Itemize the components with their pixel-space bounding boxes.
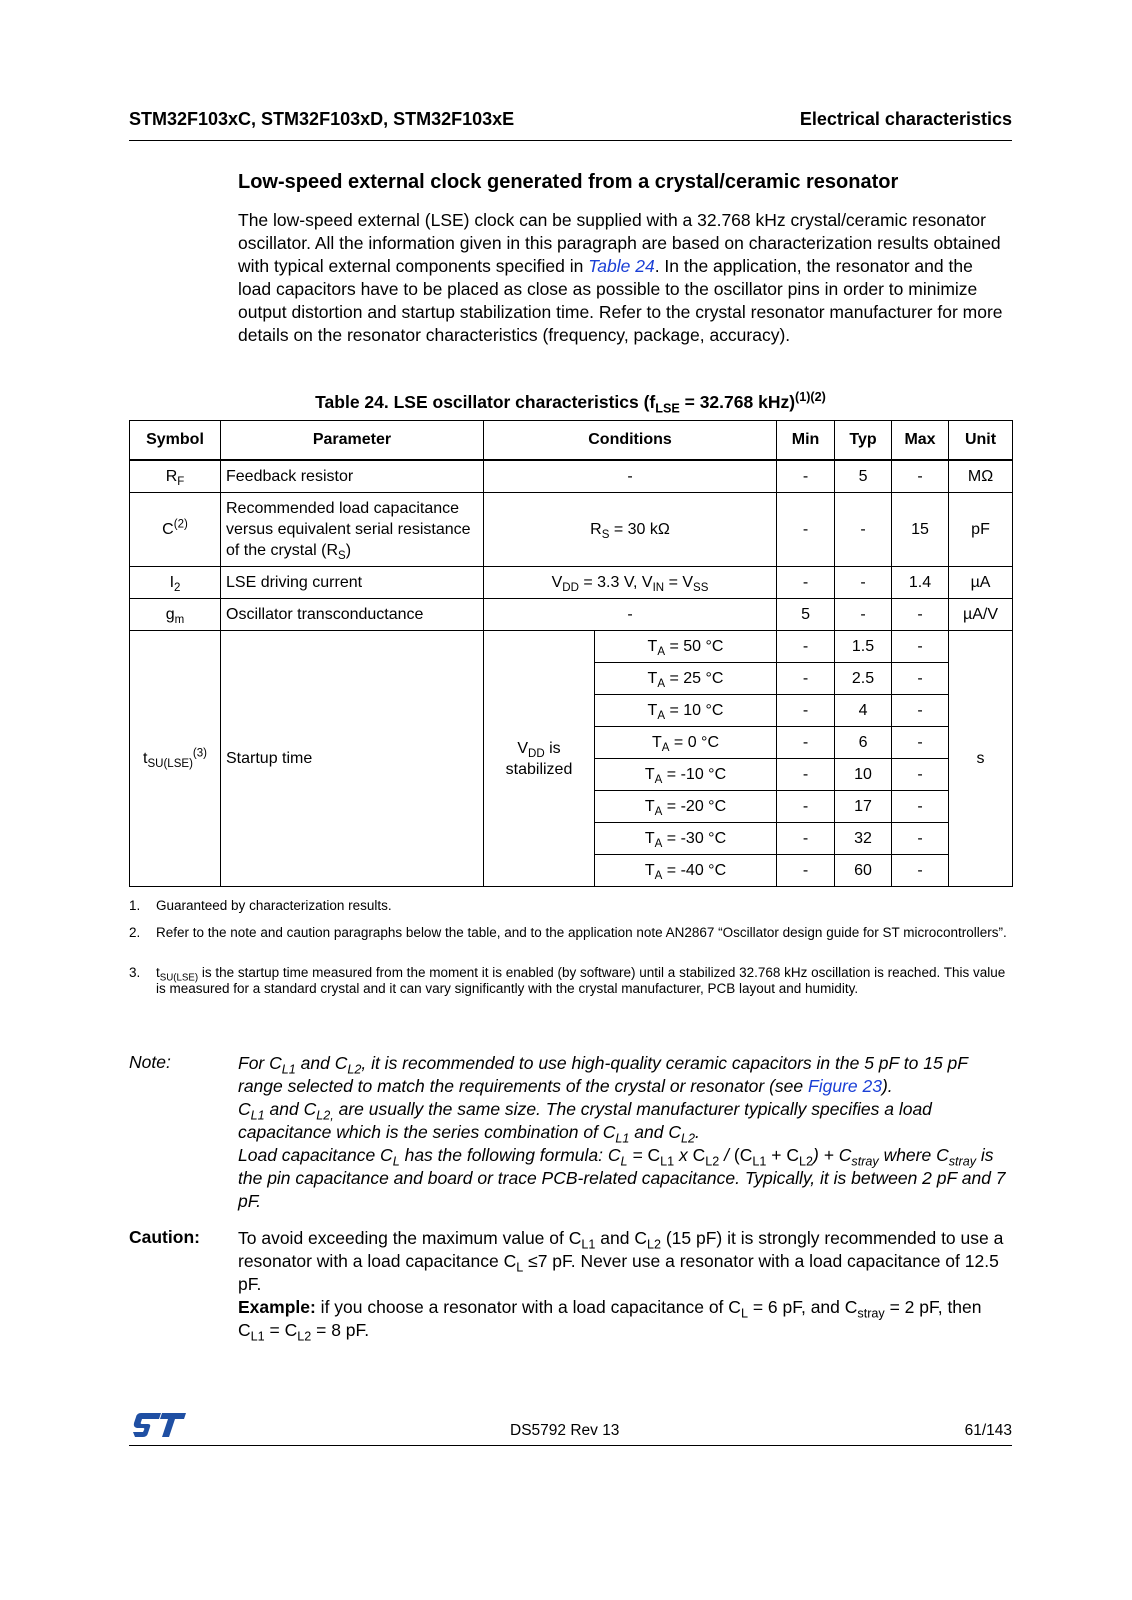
cell-typ: - [835, 493, 892, 567]
footnote-3: 3. $t_{SU(LSE)}$ is the startup time measured from the moment it is enabled (by software) until a stabilized 32.768 kHz oscillation is reached. This value is measured for a standard crystal and it can vary significantly with the crystal manufacturer, PCB layout and humidity. [129, 965, 1006, 996]
cell-temperature: $T_A = 10$ °C [595, 695, 777, 727]
cell-typ: 4 [835, 695, 892, 727]
table-row [130, 631, 1013, 663]
table-row [130, 599, 1013, 631]
cell-typ: 1.5 [835, 631, 892, 663]
cell-symbol: $C^{(2)}$ [130, 493, 221, 567]
caution-label: Caution: [129, 1227, 200, 1247]
cell-min: - [777, 695, 835, 727]
footnote-2: 2. Refer to the note and caution paragraphs below the table, and to the application note AN2867 “Oscillator design guide for ST microcontrollers”. [129, 925, 1007, 940]
cell-max: - [892, 663, 949, 695]
example-label: Example: [238, 1297, 316, 1317]
table-row [130, 493, 1013, 567]
cell-min: - [777, 663, 835, 695]
cell-unit: µA/V [949, 599, 1013, 631]
header-section-title: Electrical characteristics [799, 109, 1012, 129]
cell-min: 5 [777, 599, 835, 631]
figure-23-link[interactable]: Figure 23 [808, 1076, 882, 1096]
cell-unit: MΩ [949, 460, 1013, 493]
cell-conditions: $V_{DD} = 3.3$ V, $V_{IN} = V_{SS}$ [484, 567, 777, 599]
cell-unit: µA [949, 567, 1013, 599]
col-header-typ: Typ [835, 421, 892, 461]
cell-max: - [892, 855, 949, 887]
cell-max: 15 [892, 493, 949, 567]
footnote-1: 1. Guaranteed by characterization results. [129, 898, 392, 913]
cell-parameter: Startup time [221, 631, 484, 887]
footer-page-number: 61/143 [964, 1422, 1012, 1439]
cell-symbol: $t_{SU(LSE)}^{(3)}$ [130, 631, 221, 887]
cell-temperature: $T_A = -20$ °C [595, 791, 777, 823]
cell-temperature: $T_A = -40$ °C [595, 855, 777, 887]
note-body: For $C_{L1}$ and $C_{L2}$, it is recommended to use high-quality ceramic capacitors in the 5 pF to 15 pF range selected to match the requirements of the crystal or resonator (see Figure 23). $C_{L1}$ and $C_{L2,}$ are usually the same size. The crystal manufacturer typically specifies a load capacitance which is the series combination of $C_{L1}$ and $C_{L2}$. Load capacitance $C_L$ has the following formula: $C_L = C_{L1}$ x $C_{L2} / (C_{L1} + C_{L2}) + C_{stray}$ where $C_{stray}$ is the pin capacitance and board or trace PCB-related capacitance. Typically, it is between 2 pF and 7 pF. [238, 1053, 1006, 1211]
cell-temperature: $T_A = 50$ °C [595, 631, 777, 663]
cell-conditions-vdd: $V_{DD}$ is stabilized [484, 631, 595, 887]
cell-max: - [892, 631, 949, 663]
st-logo-icon [129, 1411, 189, 1441]
cell-typ: - [835, 599, 892, 631]
cell-unit: s [949, 631, 1013, 887]
cell-typ: 17 [835, 791, 892, 823]
col-header-parameter: Parameter [221, 421, 484, 461]
cell-typ: 6 [835, 727, 892, 759]
cell-typ: 32 [835, 823, 892, 855]
cell-typ: 2.5 [835, 663, 892, 695]
table-row [130, 567, 1013, 599]
cell-temperature: $T_A = -30$ °C [595, 823, 777, 855]
intro-paragraph: The low-speed external (LSE) clock can be supplied with a 32.768 kHz crystal/ceramic resonator oscillator. All the information given in this paragraph are based on characterization results obtained with typical external components specified in Table 24. In the application, the resonator and the load capacitors have to be placed as close as possible to the oscillator pins in order to minimize output distortion and startup stabilization time. Refer to the crystal resonator manufacturer for more details on the resonator characteristics (frequency, package, accuracy). [238, 210, 1003, 345]
note-label: Note: [129, 1052, 171, 1072]
cell-symbol: $R_F$ [130, 460, 221, 493]
cell-min: - [777, 823, 835, 855]
cell-max: - [892, 759, 949, 791]
cell-min: - [777, 759, 835, 791]
cell-max: - [892, 791, 949, 823]
cell-parameter: Feedback resistor [221, 460, 484, 493]
cell-parameter: LSE driving current [221, 567, 484, 599]
st-logo [129, 1411, 189, 1441]
header-doc-title: STM32F103xC, STM32F103xD, STM32F103xE [129, 109, 515, 129]
cell-conditions: - [484, 460, 777, 493]
cell-temperature: $T_A = 25$ °C [595, 663, 777, 695]
cell-typ: 5 [835, 460, 892, 493]
table-row [130, 460, 1013, 493]
cell-symbol: $I_2$ [130, 567, 221, 599]
cell-unit: pF [949, 493, 1013, 567]
col-header-symbol: Symbol [130, 421, 221, 461]
cell-min: - [777, 567, 835, 599]
cell-max: 1.4 [892, 567, 949, 599]
cell-temperature: $T_A = -10$ °C [595, 759, 777, 791]
col-header-unit: Unit [949, 421, 1013, 461]
cell-min: - [777, 855, 835, 887]
cell-min: - [777, 727, 835, 759]
col-header-min: Min [777, 421, 835, 461]
footer-doc-id: DS5792 Rev 13 [510, 1422, 620, 1439]
cell-parameter: Recommended load capacitance versus equivalent serial resistance of the crystal $(R_S)$ [221, 493, 484, 567]
cell-conditions: $R_S = 30$ kΩ [484, 493, 777, 567]
cell-temperature: $T_A = 0$ °C [595, 727, 777, 759]
col-header-conditions: Conditions [484, 421, 777, 461]
cell-typ: - [835, 567, 892, 599]
caution-body: To avoid exceeding the maximum value of $C_{L1}$ and $C_{L2}$ (15 pF) it is strongly recommended to use a resonator with a load capacitance $C_L \le 7$ pF. Never use a resonator with a load capacitance of 12.5 pF. Example: if you choose a resonator with a load capacitance of $C_L = 6$ pF, and $C_{stray} = 2$ pF, then $C_{L1} = C_{L2} = 8$ pF. [238, 1228, 1004, 1344]
table-caption: Table 24. LSE oscillator characteristics ($f_{LSE} = 32.768$ kHz)$^{(1)(2)}$ [315, 390, 826, 416]
cell-symbol: $g_m$ [130, 599, 221, 631]
cell-max: - [892, 695, 949, 727]
cell-max: - [892, 823, 949, 855]
cell-typ: 60 [835, 855, 892, 887]
cell-min: - [777, 460, 835, 493]
section-title: Low-speed external clock generated from a crystal/ceramic resonator [238, 171, 899, 193]
cell-conditions: - [484, 599, 777, 631]
cell-max: - [892, 460, 949, 493]
cell-typ: 10 [835, 759, 892, 791]
cell-min: - [777, 493, 835, 567]
cell-min: - [777, 631, 835, 663]
cell-max: - [892, 727, 949, 759]
cell-min: - [777, 791, 835, 823]
table-24-link[interactable]: Table 24 [588, 256, 655, 276]
table-header-row [130, 421, 1013, 461]
cell-parameter: Oscillator transconductance [221, 599, 484, 631]
footer-rule [129, 1445, 1012, 1446]
header-rule [129, 140, 1012, 141]
col-header-max: Max [892, 421, 949, 461]
lse-characteristics-table [129, 420, 1013, 887]
cell-max: - [892, 599, 949, 631]
